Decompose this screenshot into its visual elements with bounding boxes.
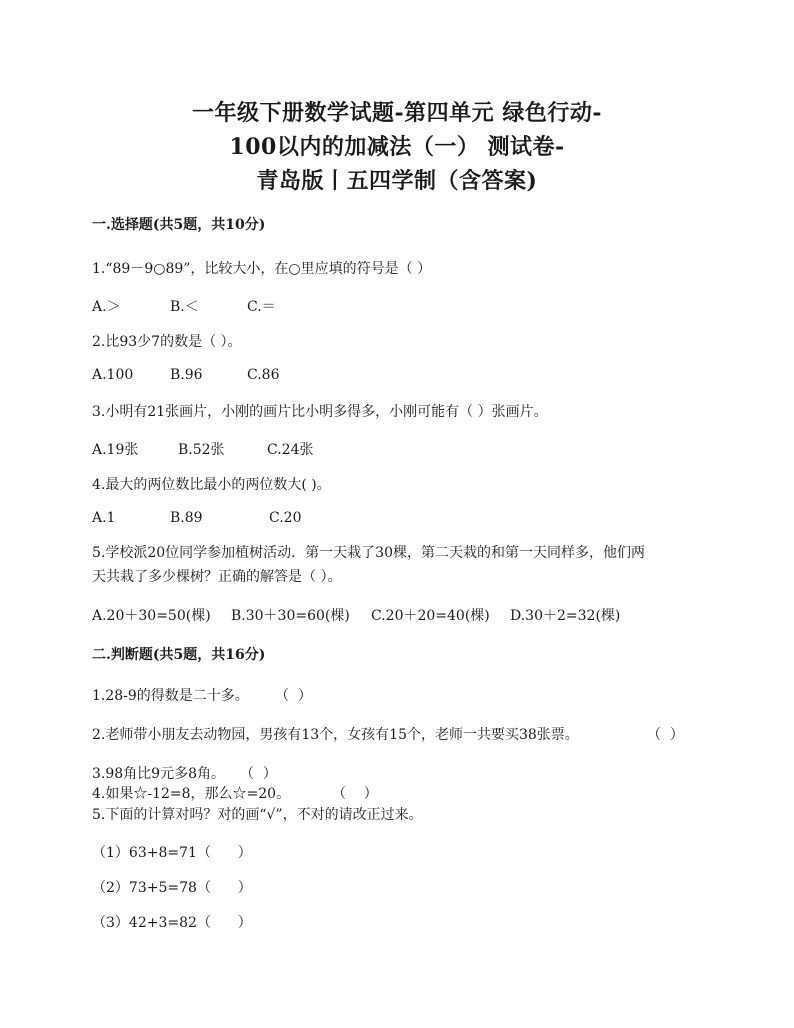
judgement-question-5: 5.下面的计算对吗？对的画“√”，不对的请改正过来。 (92, 807, 423, 823)
judgement-question-3 (92, 763, 277, 783)
option-b[interactable]: B.96 (170, 367, 203, 383)
calc-item-1 (92, 842, 252, 862)
option-c[interactable]: C.20＋20=40(棵) (371, 608, 490, 624)
choice-question-5-line-1: 5.学校派20位同学参加植树活动．第一天栽了30棵，第二天栽的和第一天同样多，他们两 (92, 545, 645, 561)
option-a[interactable]: A.19张 (92, 442, 139, 458)
option-a[interactable]: A.1 (92, 510, 116, 526)
calc-item-label: （2）73+5=78 (92, 880, 197, 896)
answer-blank[interactable]: （ ） (332, 786, 378, 802)
option-c[interactable]: C.24张 (267, 442, 314, 458)
title-line-1: 一年级下册数学试题-第四单元 绿色行动- (192, 100, 602, 126)
title-line-2: 100以内的加减法（一） 测试卷- (229, 134, 565, 160)
answer-blank[interactable]: （ ） (275, 688, 312, 704)
option-c[interactable]: C.20 (269, 510, 302, 526)
judgement-question-3-text: 3.98角比9元多8角。 (92, 766, 225, 782)
choice-question-5-line-2: 天共栽了多少棵树？正确的解答是（ ）。 (92, 569, 342, 585)
option-d[interactable]: D.30＋2=32(棵) (510, 608, 621, 624)
section-judgement-heading: 二.判断题(共5题，共16分) (92, 647, 266, 663)
option-b[interactable]: B.52张 (178, 442, 225, 458)
option-b[interactable]: B.30＋30=60(棵) (231, 608, 350, 624)
judgement-question-4 (92, 783, 378, 803)
option-c[interactable]: C.86 (247, 367, 280, 383)
option-a[interactable]: A.20＋30=50(棵) (92, 608, 211, 624)
choice-question-3: 3.小明有21张画片，小刚的画片比小明多得多，小刚可能有（ ）张画片。 (92, 404, 548, 420)
judgement-question-4-text: 4.如果☆-12=8，那么☆=20。 (92, 786, 291, 802)
option-a[interactable]: A.＞ (92, 299, 121, 315)
option-b[interactable]: B.＜ (170, 299, 199, 315)
answer-blank[interactable]: （ ） (240, 766, 277, 782)
option-c[interactable]: C.＝ (247, 299, 276, 315)
answer-blank[interactable]: （ ） (197, 880, 252, 896)
calc-item-label: （3）42+3=82 (92, 915, 197, 931)
judgement-question-2 (92, 724, 684, 744)
calc-item-label: （1）63+8=71 (92, 845, 197, 861)
section-choice-heading: 一.选择题(共5题，共10分) (92, 217, 266, 233)
answer-blank[interactable]: （ ） (647, 727, 684, 743)
title-line-3: 青岛版丨五四学制（含答案) (256, 168, 538, 194)
judgement-question-2-text: 2.老师带小朋友去动物园，男孩有13个，女孩有15个，老师一共要买38张票。 (92, 727, 579, 743)
calc-item-3 (92, 912, 252, 932)
judgement-question-1-text: 1.28-9的得数是二十多。 (92, 688, 249, 704)
option-b[interactable]: B.89 (170, 510, 203, 526)
calc-item-2 (92, 877, 252, 897)
option-a[interactable]: A.100 (92, 367, 134, 383)
choice-question-2: 2.比93少7的数是（ ）。 (92, 334, 242, 350)
choice-question-4: 4.最大的两位数比最小的两位数大( )。 (92, 477, 331, 493)
choice-question-1: 1.“89－9○89”，比较大小，在○里应填的符号是（ ） (92, 261, 432, 277)
answer-blank[interactable]: （ ） (197, 915, 252, 931)
judgement-question-1 (92, 685, 312, 705)
answer-blank[interactable]: （ ） (197, 845, 252, 861)
